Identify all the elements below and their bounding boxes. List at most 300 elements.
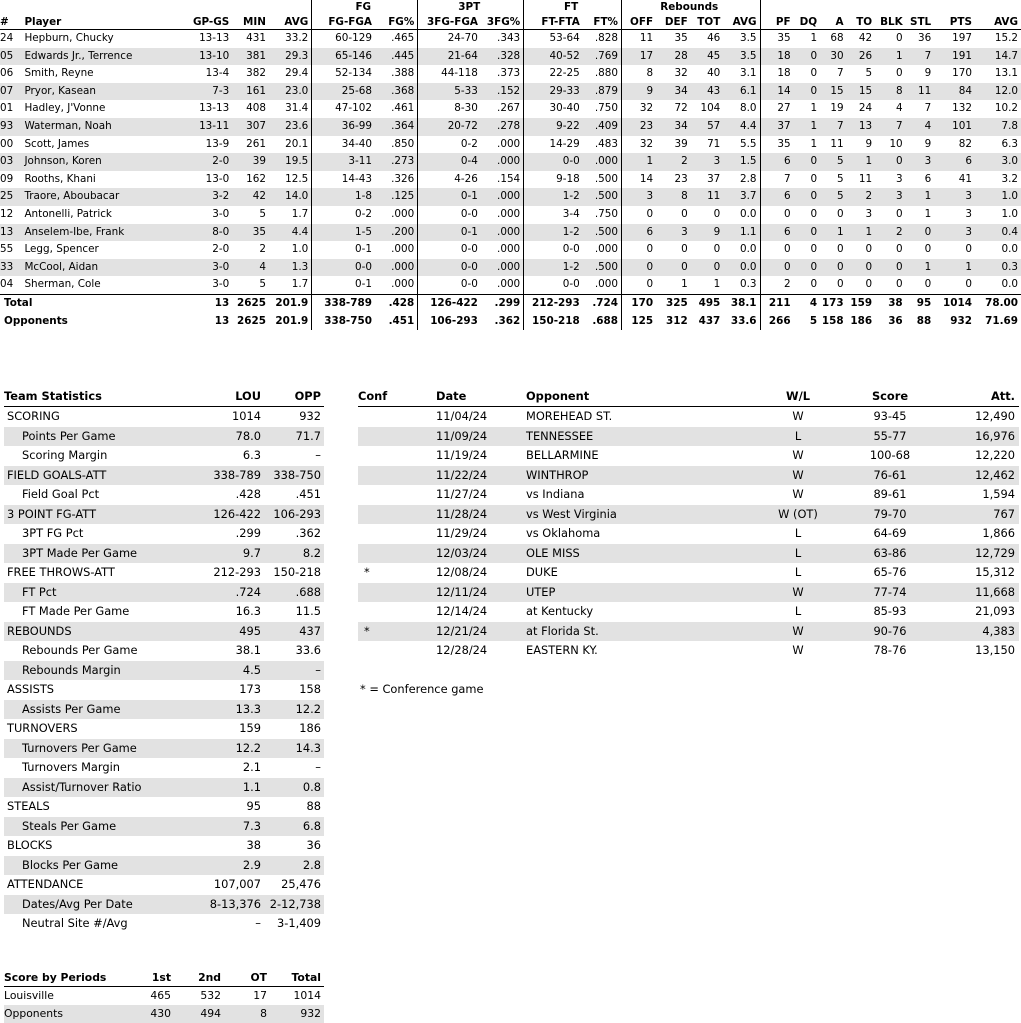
player-stat-cell: 35 <box>760 136 794 154</box>
player-stat-cell: 5 <box>259 278 266 291</box>
team-stat-row <box>4 466 324 486</box>
period-total: 1014 <box>293 989 321 1002</box>
player-col-header: GP-GS <box>177 15 232 30</box>
player-stat-cell: 5 <box>820 153 846 171</box>
player-stat-cell: 0 <box>965 278 972 291</box>
player-stat-cell: 25 <box>0 188 24 206</box>
totals-cell: 150-218 <box>524 313 583 331</box>
period-team: Louisville <box>4 989 54 1002</box>
player-stat-cell: 23 <box>674 172 688 185</box>
player-stat-cell: 12.5 <box>285 172 309 185</box>
team-stat-row <box>4 485 324 505</box>
schedule-date: 11/04/24 <box>436 409 488 423</box>
team-stat-label: Rebounds Per Game <box>22 643 138 657</box>
player-stat-cell: 0 <box>794 224 820 242</box>
team-stat-label: 3 POINT FG-ATT <box>4 505 194 525</box>
player-stat-cell: 40-52 <box>524 48 583 66</box>
team-stat-opp: 71.7 <box>264 427 324 447</box>
player-stat-cell: 1 <box>875 48 906 66</box>
team-stat-row <box>4 602 324 622</box>
player-stat-cell: 4.4 <box>269 224 312 242</box>
totals-cell: 88 <box>916 314 932 327</box>
player-stat-cell: 7 <box>906 48 935 66</box>
team-stat-row <box>4 544 324 564</box>
player-stat-cell: 0 <box>906 224 935 242</box>
player-stat-cell: 0 <box>875 259 906 277</box>
period-ot: 8 <box>224 1005 270 1023</box>
player-stat-cell: 381 <box>232 48 269 66</box>
team-stat-lou: 13.3 <box>194 700 264 720</box>
player-stat-cell: 1.1 <box>723 224 760 242</box>
player-stat-cell: 431 <box>246 32 266 44</box>
player-stat-cell: .483 <box>594 137 618 150</box>
totals-cell: 95 <box>906 294 935 312</box>
team-stat-lou: 338-789 <box>194 466 264 486</box>
totals-cell: 2625 <box>232 294 269 312</box>
player-stat-cell: 13.1 <box>994 67 1018 80</box>
player-stat-cell: .000 <box>594 243 618 256</box>
player-stat-cell: 55 <box>0 243 14 256</box>
team-stat-opp: 437 <box>264 622 324 642</box>
team-stat-row <box>4 641 324 661</box>
player-stat-cell: 1 <box>847 224 876 242</box>
player-stat-cell: 3-0 <box>212 207 230 220</box>
schedule-opponent: vs Oklahoma <box>526 526 601 540</box>
team-stat-lou: 78.0 <box>194 427 264 447</box>
player-stat-cell: 2.8 <box>739 172 757 185</box>
totals-cell: .724 <box>583 294 622 312</box>
team-stat-lou: 159 <box>239 721 261 735</box>
sched-conf-header: Conf <box>358 387 436 407</box>
player-row <box>0 276 1021 294</box>
schedule-att: 4,383 <box>930 622 1019 642</box>
fg-group-header: FG <box>312 0 418 15</box>
player-stat-cell: 46 <box>707 32 721 44</box>
team-stat-label: Points Per Game <box>4 427 194 447</box>
team-stat-label: Field Goal Pct <box>22 487 100 501</box>
schedule-opponent: WINTHROP <box>526 466 746 486</box>
player-stat-cell: 4 <box>896 102 903 115</box>
player-stat-cell: 8.0 <box>739 102 757 115</box>
player-stat-cell: 36-99 <box>312 118 375 136</box>
player-stat-cell: 1 <box>934 259 975 277</box>
player-stat-cell: 101 <box>934 118 975 136</box>
player-stat-cell: 32 <box>621 136 656 154</box>
player-stat-cell: 1.7 <box>291 278 309 291</box>
player-stat-cell: 3 <box>656 224 691 242</box>
player-name: Scott, James <box>24 137 90 150</box>
player-stat-cell: 0-0 <box>418 276 481 294</box>
player-col-header: AVG <box>975 15 1021 30</box>
schedule-date: 12/03/24 <box>436 544 526 564</box>
player-stat-cell: 0-0 <box>418 259 481 277</box>
player-col-header: FT% <box>583 15 622 30</box>
schedule-opponent: DUKE <box>526 565 558 579</box>
player-row <box>0 48 1021 66</box>
team-stat-opp: 11.5 <box>295 604 321 618</box>
player-stat-cell: 52-134 <box>312 65 375 83</box>
player-row <box>0 118 1021 136</box>
player-stat-cell: 3 <box>934 188 975 206</box>
player-stat-cell: .000 <box>497 207 521 220</box>
player-stat-cell: 3-4 <box>524 206 583 224</box>
team-stat-row <box>4 895 324 915</box>
player-stat-cell: 11 <box>691 188 724 206</box>
team-stat-lou: – <box>255 916 261 930</box>
player-stat-cell: 6 <box>934 153 975 171</box>
player-col-header: 3FG% <box>481 15 524 30</box>
player-stat-cell: 05 <box>0 48 24 66</box>
player-stat-cell: .500 <box>583 188 622 206</box>
three-group-header: 3PT <box>418 0 524 15</box>
team-stat-row <box>4 427 324 447</box>
team-stat-label: ATTENDANCE <box>7 877 84 891</box>
team-stat-lou: .428 <box>235 487 261 501</box>
player-stat-cell: .880 <box>594 67 618 80</box>
period-total: 932 <box>270 1005 324 1023</box>
player-stat-cell: .368 <box>375 83 418 101</box>
team-stat-lou: 4.5 <box>194 661 264 681</box>
schedule-row <box>358 505 1019 525</box>
player-stat-cell: 34 <box>656 83 691 101</box>
player-stat-cell: .000 <box>481 224 524 242</box>
player-stat-cell: 4 <box>232 259 269 277</box>
player-stat-cell: .500 <box>583 259 622 277</box>
team-stat-row <box>4 563 324 583</box>
player-stat-cell: 1-2 <box>524 224 583 242</box>
team-stat-label: FT Made Per Game <box>22 604 130 618</box>
player-stat-cell: 11 <box>621 30 656 48</box>
player-stat-cell: 1 <box>621 153 656 171</box>
team-stat-label: Turnovers Margin <box>22 760 121 774</box>
schedule-wl: L <box>746 544 850 564</box>
schedule-row <box>358 583 1019 603</box>
player-stat-cell: 9 <box>924 137 932 150</box>
player-stat-cell: .326 <box>391 172 415 185</box>
player-stat-cell: .343 <box>497 32 521 44</box>
schedule-wl: W <box>792 487 804 501</box>
player-stat-cell: .154 <box>497 172 521 185</box>
player-stat-cell: 0 <box>794 188 820 206</box>
player-stat-cell: 09 <box>0 172 14 185</box>
player-stat-cell: 3-0 <box>212 278 230 291</box>
team-stat-label: TURNOVERS <box>7 721 78 735</box>
player-stat-cell: 6 <box>760 188 794 206</box>
player-stat-cell: .000 <box>391 278 415 291</box>
schedule-date: 12/14/24 <box>436 604 488 618</box>
team-stat-lou: 16.3 <box>235 604 261 618</box>
team-stat-lou: 495 <box>194 622 264 642</box>
player-stat-cell: 13 <box>0 224 24 242</box>
player-stat-cell: 3 <box>965 207 972 220</box>
player-stat-cell: 19 <box>830 102 844 115</box>
player-stat-cell: 13 <box>847 118 876 136</box>
player-stat-cell: 0 <box>896 243 903 256</box>
player-stat-cell: 1 <box>681 278 688 291</box>
team-stat-label: Dates/Avg Per Date <box>4 895 194 915</box>
player-row <box>0 224 1021 242</box>
player-row <box>0 153 1021 171</box>
player-stat-cell: 22-25 <box>524 65 583 83</box>
player-stat-cell: .850 <box>391 137 415 150</box>
player-stat-cell: 17 <box>621 48 656 66</box>
conference-footnote: * = Conference game <box>360 682 484 696</box>
player-stat-cell: 27 <box>760 100 794 118</box>
player-stat-cell: 11 <box>906 83 935 101</box>
totals-cell: Total <box>0 294 177 312</box>
schedule-row <box>358 524 1019 544</box>
totals-cell: 38 <box>875 294 906 312</box>
player-stat-cell: 3 <box>906 153 935 171</box>
player-stat-cell: 0.0 <box>739 207 757 220</box>
player-stat-cell: .000 <box>481 188 524 206</box>
player-stat-cell: 30-40 <box>524 100 583 118</box>
team-statistics-table <box>4 387 324 934</box>
schedule-row <box>358 407 1019 427</box>
player-stat-cell: 1-2 <box>524 259 583 277</box>
team-stat-row <box>4 407 324 427</box>
team-stat-row <box>4 758 324 778</box>
schedule-row <box>358 427 1019 447</box>
player-stat-cell: .445 <box>375 48 418 66</box>
team-stats-opp-header: OPP <box>264 387 324 407</box>
schedule-wl: L <box>794 526 802 540</box>
player-stat-cell: 3.1 <box>739 67 757 80</box>
schedule-att: 11,668 <box>930 583 1019 603</box>
totals-cell: 13 <box>177 294 232 312</box>
player-stat-cell: 1 <box>906 188 935 206</box>
totals-cell: .451 <box>388 314 415 327</box>
totals-cell: 338-789 <box>312 294 375 312</box>
team-stat-opp: – <box>264 661 324 681</box>
schedule-score: 76-61 <box>850 466 930 486</box>
player-stat-cell: .000 <box>375 259 418 277</box>
player-name: Pryor, Kasean <box>24 83 177 101</box>
player-stat-cell: 1 <box>906 259 935 277</box>
player-stat-cell: 4 <box>906 118 935 136</box>
player-col-header: 3FG-FGA <box>418 15 481 30</box>
player-stat-cell: 8 <box>656 188 691 206</box>
player-stat-cell: 13-13 <box>199 102 230 115</box>
player-stat-cell: 0-1 <box>312 241 375 259</box>
player-stat-cell: 0 <box>794 259 820 277</box>
score-by-periods-table <box>4 969 324 1023</box>
sched-wl-header: W/L <box>746 387 850 407</box>
team-stat-label: Neutral Site #/Avg <box>22 916 128 930</box>
team-stat-label: Scoring Margin <box>22 448 108 462</box>
player-stat-cell: 0 <box>760 259 794 277</box>
player-stat-cell: 13-0 <box>205 172 230 185</box>
player-stat-cell: 32 <box>621 100 656 118</box>
player-name: Antonelli, Patrick <box>24 207 112 220</box>
player-stat-cell: 3 <box>875 188 906 206</box>
player-name: Hepburn, Chucky <box>24 32 114 44</box>
player-stat-cell: .500 <box>594 172 618 185</box>
player-stat-cell: 104 <box>700 102 721 115</box>
player-stat-cell: .200 <box>375 224 418 242</box>
player-col-header: FT-FTA <box>524 15 583 30</box>
player-stat-cell: 14-29 <box>524 136 583 154</box>
player-stat-cell: .828 <box>594 32 618 44</box>
player-stat-cell: 0-2 <box>418 136 481 154</box>
team-stat-row <box>4 661 324 681</box>
schedule-wl: L <box>794 604 802 618</box>
player-stat-cell: 11 <box>830 137 844 150</box>
player-stat-cell: .000 <box>497 278 521 291</box>
schedule-row <box>358 466 1019 486</box>
player-stat-cell: 5 <box>836 172 844 185</box>
schedule-opponent: at Florida St. <box>526 622 746 642</box>
player-stat-cell: 8-30 <box>418 100 481 118</box>
team-stat-lou: 8-13,376 <box>194 895 264 915</box>
player-stat-cell: 15 <box>847 83 876 101</box>
player-stat-cell: 3 <box>621 188 656 206</box>
schedule-conf <box>358 407 436 427</box>
schedule-date: 11/09/24 <box>436 427 526 447</box>
schedule-date: 12/28/24 <box>436 643 488 657</box>
player-stat-cell: 3 <box>934 224 975 242</box>
player-stat-cell: 5 <box>259 207 266 220</box>
schedule-table <box>358 387 1019 661</box>
player-stat-cell: 26 <box>847 48 876 66</box>
totals-cell: 38.1 <box>723 294 760 312</box>
player-stat-cell: 0-2 <box>312 206 375 224</box>
schedule-conf <box>358 602 436 622</box>
schedule-score: 85-93 <box>873 604 907 618</box>
player-stat-cell: 03 <box>0 153 24 171</box>
player-stat-cell: 30 <box>820 48 846 66</box>
player-col-header: OFF <box>621 15 656 30</box>
player-stat-cell: 24 <box>0 32 14 44</box>
player-stat-cell: 21-64 <box>418 48 481 66</box>
player-stat-cell: 382 <box>246 67 266 80</box>
player-name: Rooths, Khani <box>24 172 96 185</box>
totals-cell: 159 <box>847 294 876 312</box>
schedule-score: 100-68 <box>869 448 911 462</box>
player-stat-cell: .278 <box>481 118 524 136</box>
periods-1st-header: 1st <box>124 969 174 987</box>
player-name: Johnson, Koren <box>24 153 177 171</box>
player-row <box>0 100 1021 118</box>
totals-cell: 78.00 <box>975 294 1021 312</box>
period-p2: 532 <box>200 989 221 1002</box>
player-stat-cell: 0 <box>760 241 794 259</box>
player-stat-cell: 1 <box>794 118 820 136</box>
team-stat-label: STEALS <box>7 799 50 813</box>
team-stat-label: FT Pct <box>4 583 194 603</box>
team-stat-lou: 12.2 <box>194 739 264 759</box>
team-stat-label: BLOCKS <box>7 838 53 852</box>
player-stat-cell: .328 <box>481 48 524 66</box>
sched-opponent-header: Opponent <box>526 387 746 407</box>
player-stat-cell: 29-33 <box>524 83 583 101</box>
player-stat-cell: 7 <box>760 171 794 189</box>
team-stat-opp: 338-750 <box>264 466 324 486</box>
schedule-score: 79-70 <box>850 505 930 525</box>
player-stat-cell: 43 <box>691 83 724 101</box>
player-row <box>0 171 1021 189</box>
player-stat-cell: 2 <box>656 153 691 171</box>
player-name: Waterman, Noah <box>24 118 177 136</box>
totals-cell: 266 <box>760 313 794 331</box>
team-stat-row <box>4 524 324 544</box>
player-stat-cell: .388 <box>391 67 415 80</box>
player-stat-cell: 41 <box>958 172 972 185</box>
player-stat-cell: 20.1 <box>285 137 309 150</box>
player-stat-cell: 0 <box>810 67 818 80</box>
totals-cell: 36 <box>888 314 903 327</box>
player-stat-cell: .267 <box>497 102 521 115</box>
player-stat-cell: 170 <box>952 67 972 80</box>
schedule-score: 78-76 <box>873 643 907 657</box>
team-stat-opp: 88 <box>306 799 321 813</box>
player-stat-cell: .879 <box>583 83 622 101</box>
schedule-att: 15,312 <box>975 565 1015 579</box>
schedule-att: 1,594 <box>982 487 1015 501</box>
team-stat-row <box>4 875 324 895</box>
player-stat-cell: 0 <box>875 153 906 171</box>
player-stat-cell: 1.0 <box>1001 207 1018 220</box>
schedule-row <box>358 622 1019 642</box>
player-stat-cell: 7-3 <box>177 83 232 101</box>
player-stat-cell: 2 <box>760 276 794 294</box>
team-stats-title: Team Statistics <box>4 387 194 407</box>
player-stat-cell: .000 <box>481 153 524 171</box>
rebounds-group-header: Rebounds <box>621 0 760 15</box>
player-name: Edwards Jr., Terrence <box>24 48 177 66</box>
player-stat-cell: 35 <box>232 224 269 242</box>
schedule-conf <box>358 427 436 447</box>
player-stat-cell: 3-11 <box>312 153 375 171</box>
totals-cell: 212-293 <box>524 294 583 312</box>
periods-title: Score by Periods <box>4 969 124 987</box>
schedule-score: 65-76 <box>873 565 907 579</box>
schedule-conf: * <box>358 622 436 642</box>
player-stat-cell: 18 <box>760 65 794 83</box>
player-stat-cell: 7 <box>875 118 906 136</box>
player-stat-cell: 1-2 <box>524 188 583 206</box>
player-stat-cell: 132 <box>952 102 972 115</box>
team-stat-label: FIELD GOALS-ATT <box>4 466 194 486</box>
team-stat-lou: .299 <box>235 526 261 540</box>
player-stat-cell: .000 <box>497 137 521 150</box>
player-stat-cell: 19.5 <box>269 153 312 171</box>
player-stat-cell: 0 <box>713 207 721 220</box>
player-stat-cell: 68 <box>830 32 844 44</box>
schedule-wl: W <box>746 622 850 642</box>
period-p1: 430 <box>124 1005 174 1023</box>
player-stat-cell: 20-72 <box>418 118 481 136</box>
schedule-opponent: EASTERN KY. <box>526 643 598 657</box>
player-stat-cell: 1 <box>810 102 818 115</box>
player-totals-row <box>0 313 1021 331</box>
totals-cell: 126-422 <box>418 294 481 312</box>
player-stat-cell: 28 <box>656 48 691 66</box>
player-stat-cell: .750 <box>594 102 618 115</box>
player-stat-cell: 0.0 <box>739 243 757 256</box>
player-stat-cell: 57 <box>691 118 724 136</box>
player-stat-cell: 9-18 <box>524 171 583 189</box>
schedule-att: 12,220 <box>975 448 1015 462</box>
schedule-att: 13,150 <box>975 643 1015 657</box>
team-stat-lou: 2.9 <box>194 856 264 876</box>
player-stat-cell: 4-26 <box>418 171 481 189</box>
player-stat-cell: 0 <box>965 243 972 256</box>
totals-cell: 170 <box>621 294 656 312</box>
player-stat-cell: 6.1 <box>723 83 760 101</box>
team-stat-lou: 6.3 <box>242 448 261 462</box>
schedule-wl: L <box>746 427 850 447</box>
